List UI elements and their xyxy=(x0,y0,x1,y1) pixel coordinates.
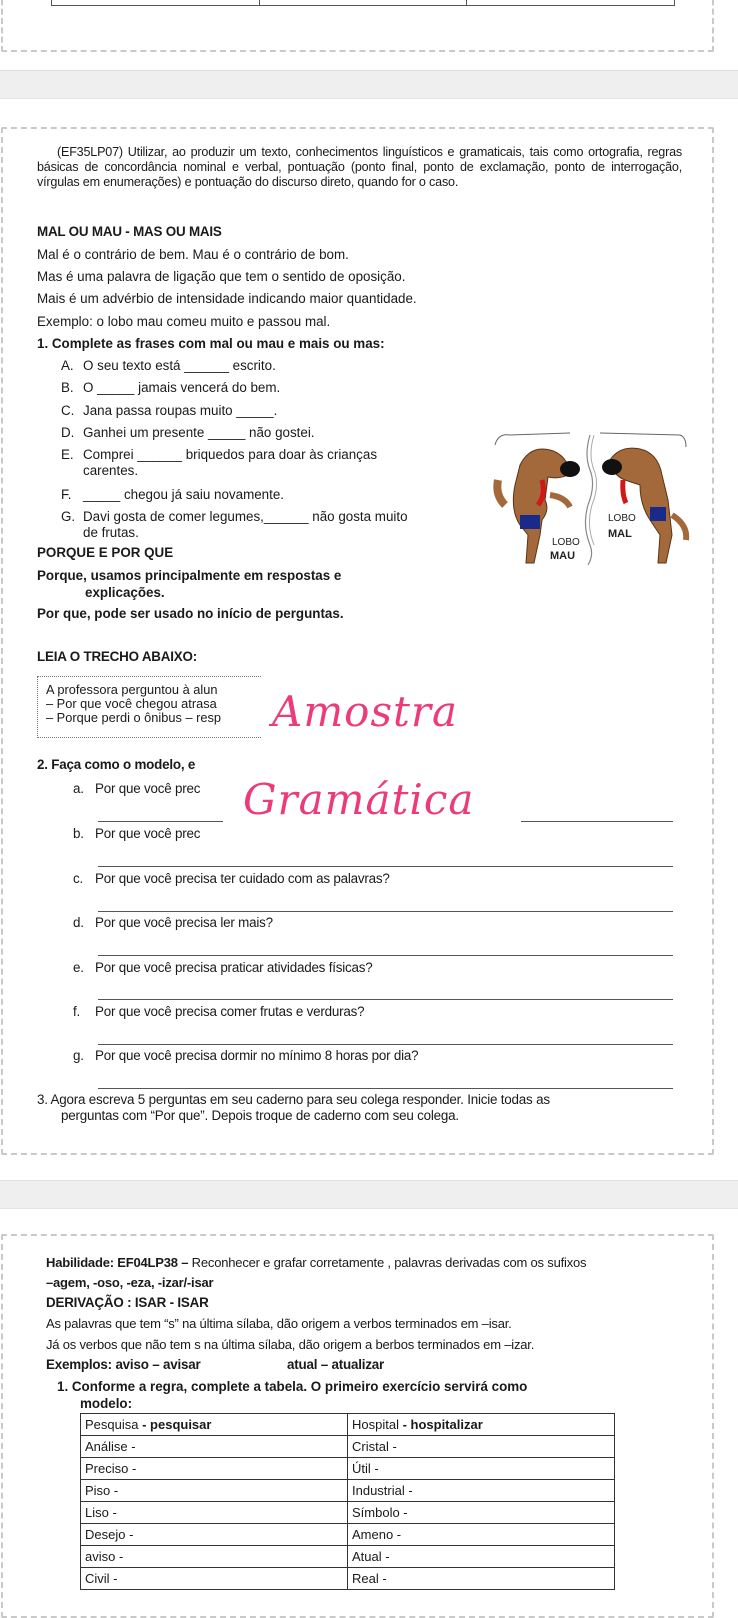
page-gap xyxy=(0,70,738,99)
table-row xyxy=(81,1568,615,1590)
answer-line-b[interactable] xyxy=(98,866,673,867)
table-bottom-edge xyxy=(466,0,675,6)
question-2-title: 2. Faça como o modelo, e xyxy=(37,757,196,772)
page-border xyxy=(1,0,714,52)
q2-item-e: e. Por que você precisa praticar atividades físicas? xyxy=(73,960,373,975)
page-2[interactable] xyxy=(0,1232,722,1600)
table-cell[interactable]: Liso - xyxy=(81,1502,348,1524)
question-1-title-2: 1. Conforme a regra, complete a tabela. O primeiro exercício servirá como xyxy=(57,1379,528,1394)
watermark-gramatica: Gramática xyxy=(243,775,475,824)
table-cell[interactable]: Ameno - xyxy=(348,1524,615,1546)
q1-item-c: C. Jana passa roupas muito _____. xyxy=(61,403,278,418)
examples-2: atual – atualizar xyxy=(287,1357,385,1372)
svg-text:MAU: MAU xyxy=(550,550,576,562)
q2-item-a: a. Por que você prec xyxy=(73,781,201,796)
watermark-amostra: Amostra xyxy=(272,687,458,736)
skill-paragraph-2: Habilidade: EF04LP38 – Reconhecer e grafar corretamente , palavras derivadas com os sufixos xyxy=(46,1255,587,1270)
table-cell[interactable]: Preciso - xyxy=(81,1458,348,1480)
q2-item-b: b. Por que você prec xyxy=(73,826,201,841)
examples-1: Exemplos: aviso – avisar xyxy=(46,1357,201,1372)
table-cell[interactable]: Pesquisa - pesquisar xyxy=(81,1414,348,1436)
table-cell[interactable]: Civil - xyxy=(81,1568,348,1590)
porque-rule: Porque, usamos principalmente em respostas e xyxy=(37,568,342,583)
question-1-cont-2: modelo: xyxy=(80,1396,133,1411)
porque-rule-cont: explicações. xyxy=(85,585,165,600)
por-que-rule: Por que, pode ser usado no início de perguntas. xyxy=(37,606,344,621)
table-row xyxy=(81,1524,615,1546)
question-1-title: 1. Complete as frases com mal ou mau e mais ou mas: xyxy=(37,336,385,351)
q2-item-c: c. Por que você precisa ter cuidado com as palavras? xyxy=(73,871,390,886)
q2-item-g: g. Por que você precisa dormir no mínimo 8 horas por dia? xyxy=(73,1048,419,1063)
excerpt-line-3: – Porque perdi o ônibus – resp xyxy=(46,710,222,725)
rule-mal-mau: Mal é o contrário de bem. Mau é o contrário de bom. xyxy=(37,247,349,262)
q2-item-f: f. Por que você precisa comer frutas e verduras? xyxy=(73,1004,365,1019)
wolf-illustration xyxy=(490,425,695,570)
table-row xyxy=(81,1458,615,1480)
table-cell[interactable]: aviso - xyxy=(81,1546,348,1568)
q1-item-e: E. Comprei ______ briquedos para doar às crianças carentes. xyxy=(61,447,378,478)
answer-line-a-right[interactable] xyxy=(521,821,673,822)
table-cell[interactable]: Útil - xyxy=(348,1458,615,1480)
excerpt-line-1: A professora perguntou à alun xyxy=(46,682,218,697)
wolves-image xyxy=(490,425,695,570)
skill-paragraph: (EF35LP07) Utilizar, ao produzir um texto, conhecimentos linguísticos e gramaticais, tais como ortografia, regras básicas de concordância nominal e verbal, pontuação (ponto final, ponto de exclamação, ponto de interrogação, vírgulas em enumerações) e pontuação do discurso direto, quando for o caso. xyxy=(37,145,682,189)
table-row xyxy=(81,1502,615,1524)
rule-isar: As palavras que tem “s” na última sílaba, dão origem a verbos terminados em –isar. xyxy=(46,1316,512,1331)
svg-text:LOBO: LOBO xyxy=(552,537,580,548)
answer-line-c[interactable] xyxy=(98,911,673,912)
answer-line-a-left[interactable] xyxy=(98,821,223,822)
q1-item-d: D. Ganhei um presente _____ não gostei. xyxy=(61,425,315,440)
table-cell[interactable]: Hospital - hospitalizar xyxy=(348,1414,615,1436)
table-row xyxy=(81,1414,615,1436)
q2-item-d: d. Por que você precisa ler mais? xyxy=(73,915,273,930)
table-bottom-edge xyxy=(51,0,260,6)
table-cell[interactable]: Símbolo - xyxy=(348,1502,615,1524)
table-row xyxy=(81,1436,615,1458)
table-cell[interactable]: Industrial - xyxy=(348,1480,615,1502)
question-3-cont: perguntas com “Por que”. Depois troque de caderno com seu colega. xyxy=(61,1108,459,1123)
table-row xyxy=(81,1480,615,1502)
previous-page-fragment xyxy=(0,0,722,52)
rule-izar: Já os verbos que não tem s na última sílaba, dão origem a berbos terminados em –izar. xyxy=(46,1337,535,1352)
read-title: LEIA O TRECHO ABAIXO: xyxy=(37,649,197,664)
table-cell[interactable]: Atual - xyxy=(348,1546,615,1568)
derivation-table xyxy=(80,1413,615,1590)
question-3-text: 3. Agora escreva 5 perguntas em seu caderno para seu colega responder. Inicie todas as xyxy=(37,1092,550,1107)
page-1[interactable] xyxy=(0,125,722,1155)
table-cell[interactable]: Análise - xyxy=(81,1436,348,1458)
answer-line-d[interactable] xyxy=(98,955,673,956)
section-title-porque: PORQUE E POR QUE xyxy=(37,545,174,560)
section-title-mal-mau: MAL OU MAU - MAS OU MAIS xyxy=(37,224,222,239)
answer-line-e[interactable] xyxy=(98,999,673,1000)
skill-suffixes: –agem, -oso, -eza, -izar/-isar xyxy=(46,1275,214,1290)
derivation-title: DERIVAÇÃO : ISAR - ISAR xyxy=(46,1295,209,1310)
table-cell[interactable]: Desejo - xyxy=(81,1524,348,1546)
example-text: Exemplo: o lobo mau comeu muito e passou mal. xyxy=(37,314,331,329)
rule-mas: Mas é uma palavra de ligação que tem o sentido de oposição. xyxy=(37,269,406,284)
answer-line-f[interactable] xyxy=(98,1044,673,1045)
q1-item-g: G. Davi gosta de comer legumes,______ não gosta muito de frutas. xyxy=(61,509,408,540)
table-cell[interactable]: Piso - xyxy=(81,1480,348,1502)
rule-mais: Mais é um advérbio de intensidade indicando maior quantidade. xyxy=(37,291,417,306)
table-cell[interactable]: Cristal - xyxy=(348,1436,615,1458)
excerpt-line-2: – Por que você chegou atrasa xyxy=(46,696,217,711)
answer-line-g[interactable] xyxy=(98,1088,673,1089)
q1-item-f: F. _____ chegou já saiu novamente. xyxy=(61,487,285,502)
svg-text:LOBO: LOBO xyxy=(608,513,636,524)
q1-item-a: A. O seu texto está ______ escrito. xyxy=(61,358,276,373)
table-row xyxy=(81,1546,615,1568)
table-bottom-edge xyxy=(259,0,467,6)
svg-text:MAL: MAL xyxy=(608,528,632,540)
q1-item-b: B. O _____ jamais vencerá do bem. xyxy=(61,380,281,395)
table-cell[interactable]: Real - xyxy=(348,1568,615,1590)
page-gap xyxy=(0,1180,738,1209)
